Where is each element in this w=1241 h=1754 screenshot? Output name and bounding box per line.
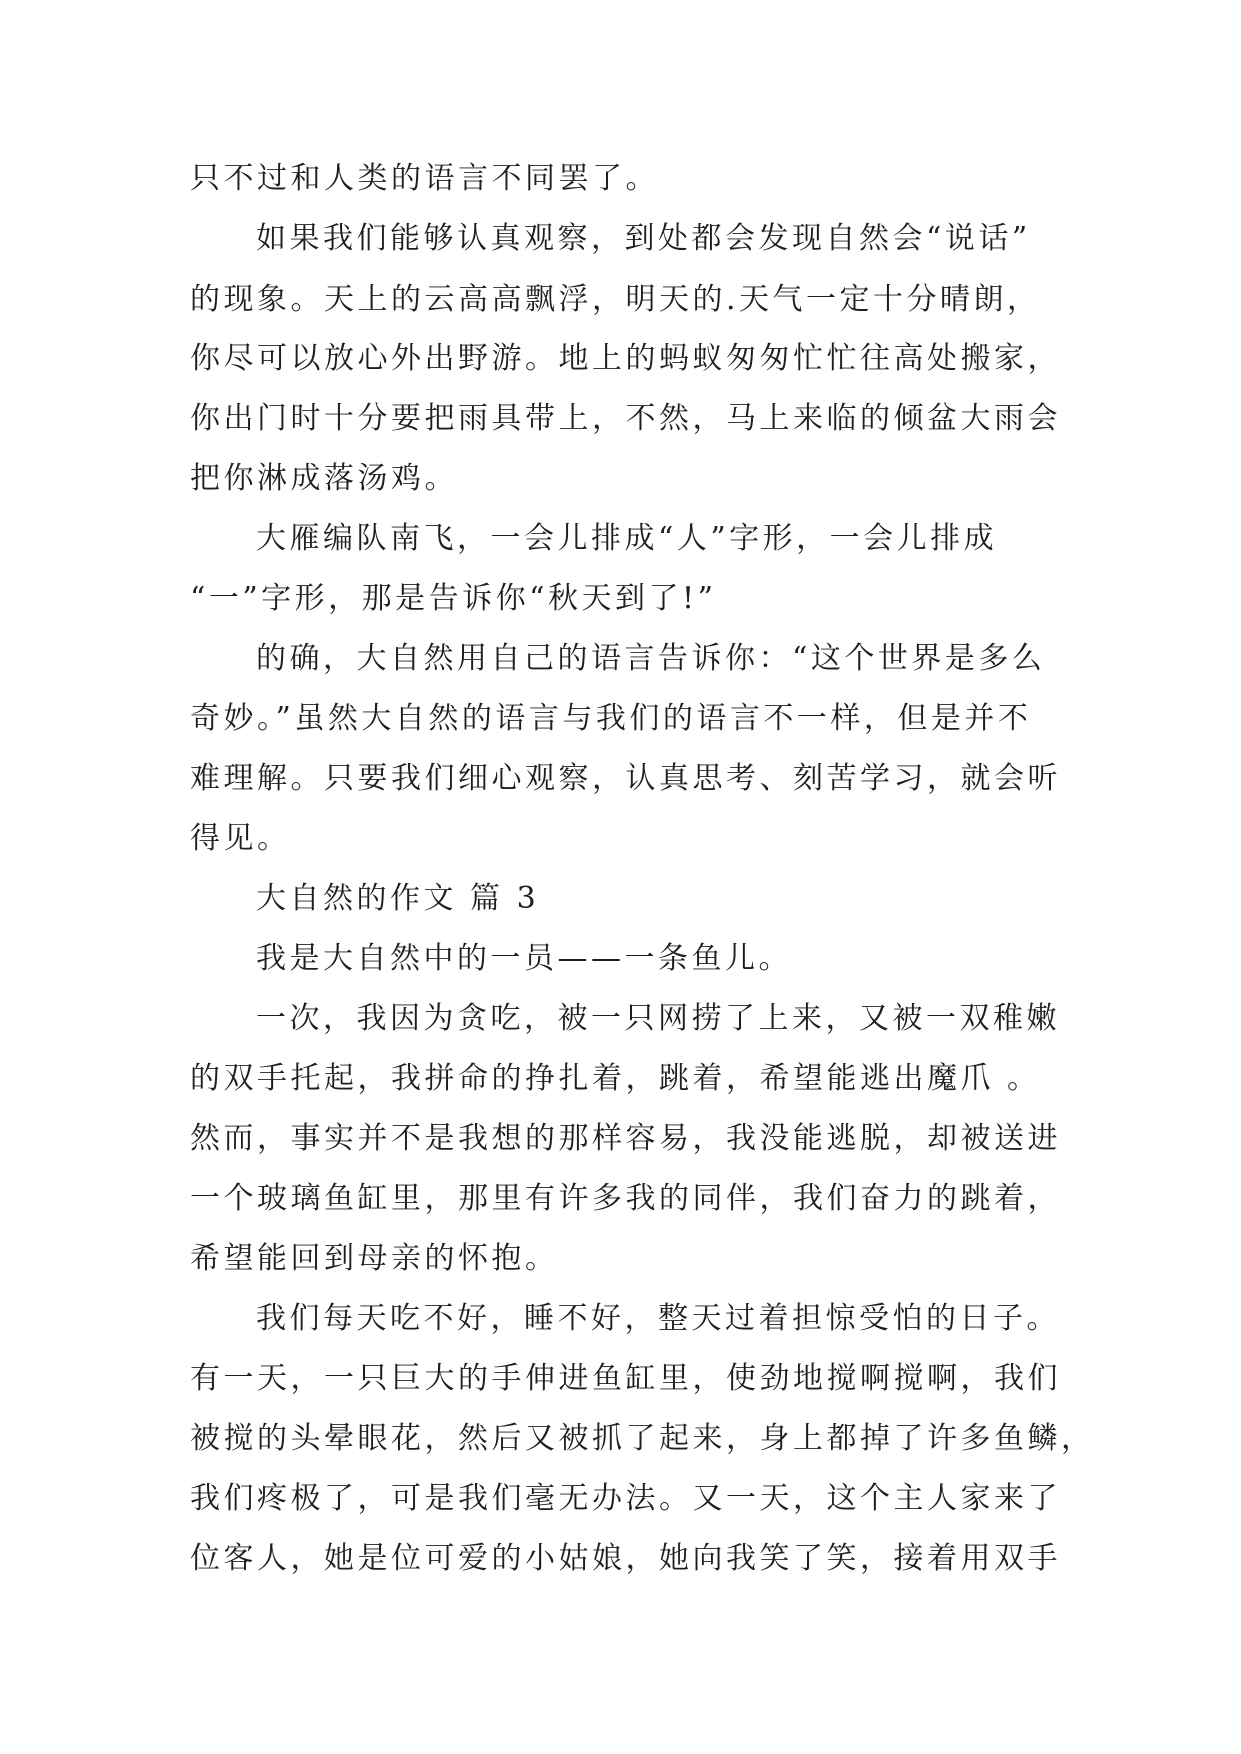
text-line: 的现象。天上的云高高飘浮，明天的.天气一定十分晴朗， [190,282,1041,317]
paragraph-first-line: 我是大自然中的一员——一条鱼儿。 [256,941,792,976]
text-line: 有一天，一只巨大的手伸进鱼缸里，使劲地搅啊搅啊，我们 [190,1361,1061,1396]
text-line: 难理解。只要我们细心观察，认真思考、刻苦学习，就会听 [190,761,1061,796]
text-line: 一个玻璃鱼缸里，那里有许多我的同伴，我们奋力的跳着， [190,1181,1061,1216]
text-line: 你出门时十分要把雨具带上，不然，马上来临的倾盆大雨会 [190,401,1061,436]
text-line: 希望能回到母亲的怀抱。 [190,1241,559,1276]
text-line: 你尽可以放心外出野游。地上的蚂蚁匆匆忙忙往高处搬家， [190,341,1061,376]
paragraph-first-line: 大雁编队南飞，一会儿排成“人”字形，一会儿排成 [256,521,998,556]
text-line: “一”字形，那是告诉你“秋天到了!” [190,581,717,616]
text-line: 奇妙。”虽然大自然的语言与我们的语言不一样，但是并不 [190,701,1032,736]
paragraph-first-line: 的确，大自然用自己的语言告诉你：“这个世界是多么 [256,641,1046,676]
text-line: 得见。 [190,821,291,856]
text-line: 我们疼极了，可是我们毫无办法。又一天，这个主人家来了 [190,1481,1061,1516]
text-line: 只不过和人类的语言不同罢了。 [190,161,659,196]
paragraph-first-line: 如果我们能够认真观察，到处都会发现自然会“说话” [256,221,1031,256]
text-line: 然而，事实并不是我想的那样容易，我没能逃脱，却被送进 [190,1121,1061,1156]
text-line: 位客人，她是位可爱的小姑娘，她向我笑了笑，接着用双手 [190,1541,1061,1576]
section-heading: 大自然的作文 篇 3 [256,881,540,916]
text-line: 把你淋成落汤鸡。 [190,461,458,496]
text-line: 被搅的头晕眼花，然后又被抓了起来，身上都掉了许多鱼鳞， [190,1421,1095,1456]
text-line: 的双手托起，我拼命的挣扎着，跳着，希望能逃出魔爪 。 [190,1061,1041,1096]
paragraph-first-line: 一次，我因为贪吃，被一只网捞了上来，又被一双稚嫩 [256,1001,1060,1036]
paragraph-first-line: 我们每天吃不好，睡不好，整天过着担惊受怕的日子。 [256,1301,1060,1336]
